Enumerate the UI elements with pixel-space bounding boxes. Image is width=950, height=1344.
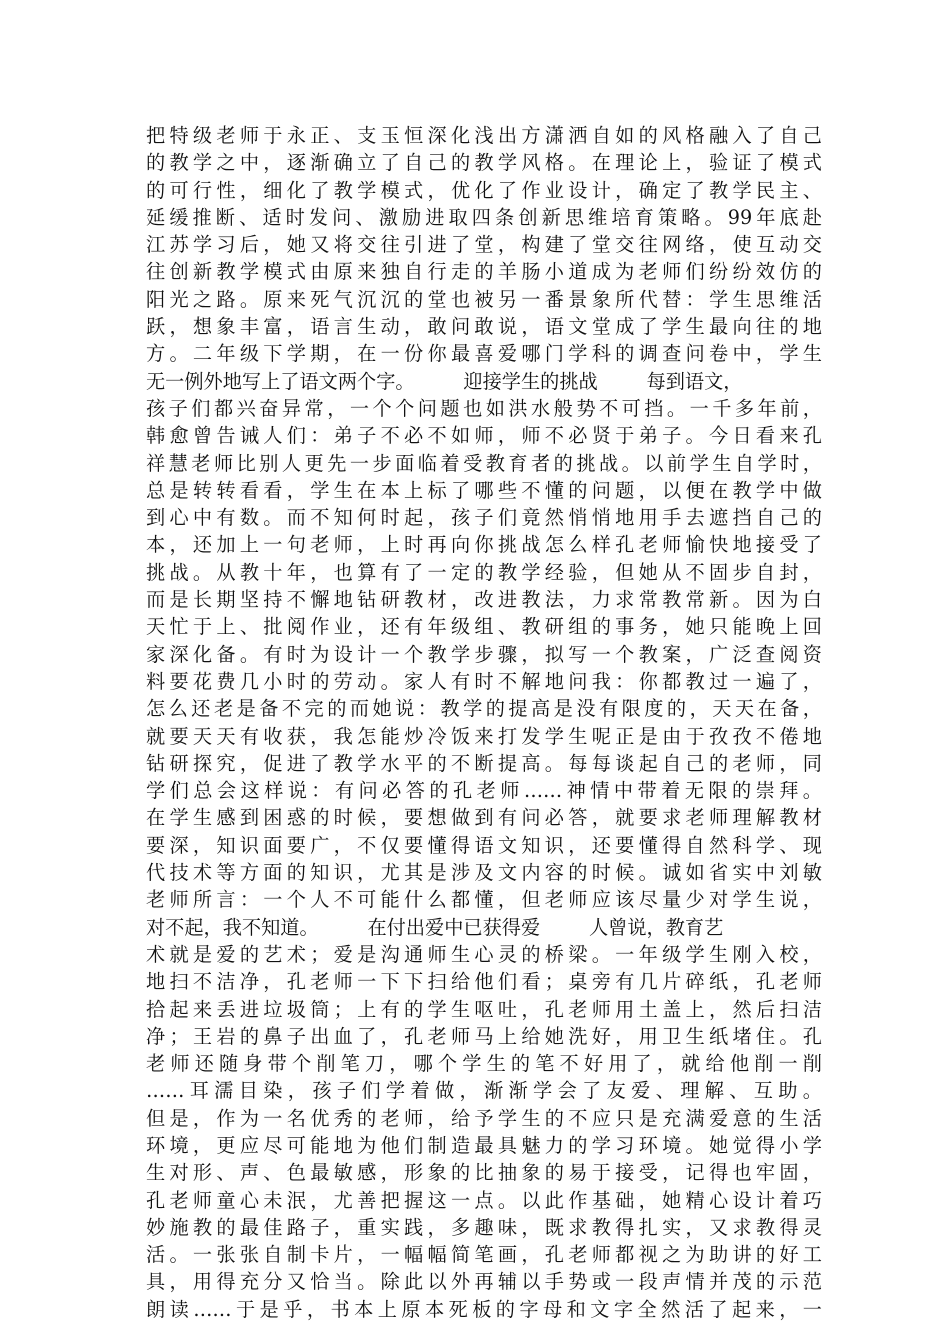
text-line: 生对形、声、色最敏感，形象的比抽象的易于接受，记得也牢固，: [146, 1161, 822, 1185]
text-line: 拾起来丢进垃圾筒；上有的学生呕吐，孔老师用土盖上，然后扫洁: [146, 997, 822, 1021]
text-line: 活。一张张自制卡片，一幅幅简笔画，孔老师都视之为助讲的好工: [146, 1243, 822, 1267]
text-line: 就要天天有收获，我怎能炒冷饭来打发学生呢正是由于孜孜不倦地: [146, 724, 822, 748]
text-line: 往创新教学模式由原来独自行走的羊肠小道成为老师们纷纷效仿的: [146, 260, 822, 284]
text-line: 代技术等方面的知识，尤其是涉及文内容的时候。诚如省实中刘敏: [146, 861, 822, 885]
text-line: ……耳濡目染，孩子们学着做，渐渐学会了友爱、理解、互助。: [146, 1079, 822, 1103]
text-line: 孩子们都兴奋异常，一个个问题也如洪水般势不可挡。一千多年前，: [146, 396, 822, 420]
text-line: 要深，知识面要广，不仅要懂得语文知识，还要懂得自然科学、现: [146, 833, 822, 857]
text-line: 具，用得充分又恰当。除此以外再辅以手势或一段声情并茂的示范: [146, 1270, 822, 1294]
text-line: 老师还随身带个削笔刀，哪个学生的笔不好用了，就给他削一削: [146, 1052, 822, 1076]
text-line: 江苏学习后，她又将交往引进了堂，构建了堂交往网络，使互动交: [146, 233, 822, 257]
body-text: [146, 122, 822, 1323]
text-line: 料要花费几小时的劳动。家人有时不解地问我：你都教过一遍了，: [146, 669, 822, 693]
text-line: 本，还加上一句老师，上时再向你挑战怎么样孔老师愉快地接受了: [146, 533, 822, 557]
text-line: 跃，想象丰富，语言生动，敢问敢说，语文堂成了学生最向往的地: [146, 315, 822, 339]
text-line: 老师所言：一个人不可能什么都懂，但老师应该尽量少对学生说，: [146, 888, 822, 912]
text-line: 在学生感到困惑的时候，要想做到有问必答，就要求老师理解教材: [146, 806, 822, 830]
text-line: 朗读……于是乎，书本上原本死板的字母和文字全然活了起来，一: [146, 1297, 822, 1321]
text-line: 但是，作为一名优秀的老师，给予学生的不应只是充满爱意的生活: [146, 1106, 822, 1130]
text-line: 延缓推断、适时发问、激励进取四条创新思维培育策略。99年底赴: [146, 205, 822, 229]
text-line: 而是长期坚持不懈地钻研教材，改进教法，力求常教常新。因为白: [146, 588, 822, 612]
text-line: 挑战。从教十年，也算有了一定的教学经验，但她从不固步自封，: [146, 560, 822, 584]
text-line: 的教学之中，逐渐确立了自己的教学风格。在理论上，验证了模式: [146, 151, 822, 175]
text-line: 术就是爱的艺术；爱是沟通师生心灵的桥梁。一年级学生刚入校，: [146, 942, 822, 966]
text-line: 无一例外地写上了语文两个字。 迎接学生的挑战 每到语文，: [146, 369, 743, 393]
text-line: 方。二年级下学期，在一份你最喜爱哪门学科的调查问卷中，学生: [146, 342, 822, 366]
text-line: 净；王岩的鼻子出血了，孔老师马上给她洗好，用卫生纸堵住。孔: [146, 1024, 822, 1048]
text-line: 到心中有数。而不知何时起，孩子们竟然悄悄地用手去遮挡自己的: [146, 506, 822, 530]
text-line: 天忙于上、批阅作业，还有年级组、教研组的事务，她只能晚上回: [146, 615, 822, 639]
text-line: 钻研探究，促进了教学水平的不断提高。每每谈起自己的老师，同: [146, 751, 822, 775]
text-line: 对不起，我不知道。 在付出爱中已获得爱 人曾说，教育艺: [146, 915, 724, 939]
text-line: 地扫不洁净，孔老师一下下扫给他们看；桌旁有几片碎纸，孔老师: [146, 970, 822, 994]
text-line: 妙施教的最佳路子，重实践，多趣味，既求教得扎实，又求教得灵: [146, 1215, 822, 1239]
text-line: 阳光之路。原来死气沉沉的堂也被另一番景象所代替：学生思维活: [146, 287, 822, 311]
text-line: 环境，更应尽可能地为他们制造最具魅力的学习环境。她觉得小学: [146, 1133, 822, 1157]
text-line: 的可行性，细化了教学模式，优化了作业设计，确定了教学民主、: [146, 178, 822, 202]
text-line: 孔老师童心未泯，尤善把握这一点。以此作基础，她精心设计着巧: [146, 1188, 822, 1212]
text-line: 家深化备。有时为设计一个教学步骤，拟写一个教案，广泛查阅资: [146, 642, 822, 666]
text-line: 总是转转看看，学生在本上标了哪些不懂的问题，以便在教学中做: [146, 478, 822, 502]
text-line: 把特级老师于永正、支玉恒深化浅出方潇洒自如的风格融入了自己: [146, 124, 822, 147]
text-line: 怎么还老是备不完的而她说：教学的提高是没有限度的，天天在备，: [146, 697, 822, 721]
text-line: 韩愈曾告诫人们：弟子不必不如师，师不必贤于弟子。今日看来孔: [146, 424, 822, 448]
text-line: 学们总会这样说：有问必答的孔老师……神情中带着无限的崇拜。: [146, 779, 822, 803]
text-line: 祥慧老师比别人更先一步面临着受教育者的挑战。以前学生自学时，: [146, 451, 822, 475]
